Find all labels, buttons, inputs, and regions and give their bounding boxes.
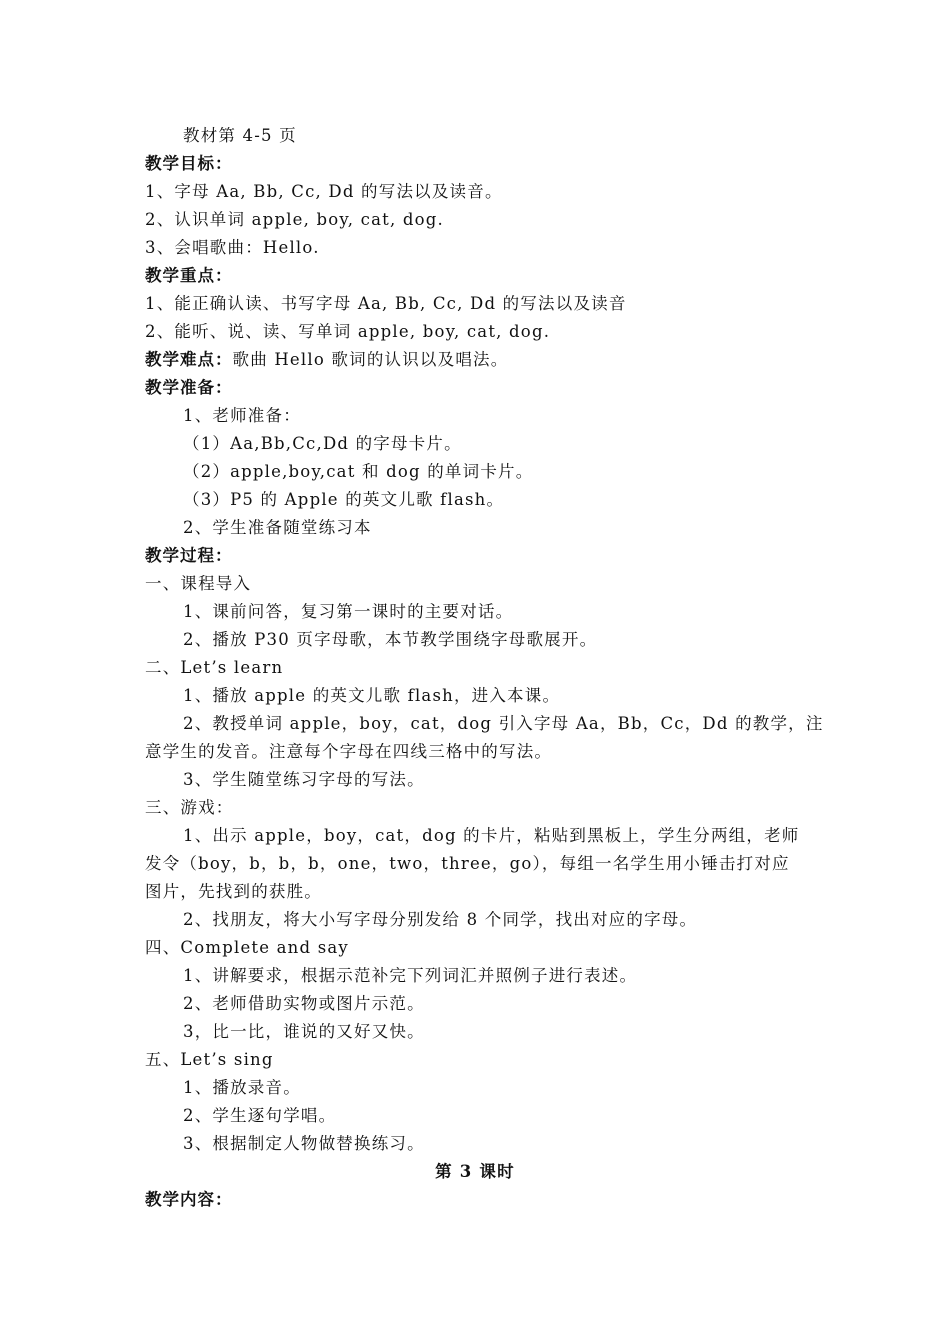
prep-item-2: （2）apple,boy,cat 和 dog 的单词卡片。 — [183, 462, 534, 481]
section-5-title: 五、Let’s sing — [145, 1050, 274, 1069]
prep-student: 2、学生准备随堂练习本 — [183, 518, 372, 537]
objective-2: 2、认识单词 apple, boy, cat, dog. — [145, 210, 444, 229]
heading-key-points: 教学重点： — [145, 266, 233, 285]
heading-content: 教学内容： — [145, 1190, 233, 1209]
section-2-step-1: 1、播放 apple 的英文儿歌 flash，进入本课。 — [183, 686, 561, 705]
difficulty-line — [145, 346, 810, 374]
section-3-step-1: 1、出示 apple，boy，cat，dog 的卡片，粘贴到黑板上，学生分两组，老师 — [183, 826, 800, 845]
prep-teacher: 1、老师准备： — [183, 406, 301, 425]
section-4-step-1: 1、讲解要求，根据示范补完下列词汇并照例子进行表述。 — [183, 966, 638, 985]
heading-process: 教学过程： — [145, 546, 233, 565]
section-4-title: 四、Complete and say — [145, 938, 349, 957]
key-point-1: 1、能正确认读、书写字母 Aa, Bb, Cc, Dd 的写法以及读音 — [145, 294, 627, 313]
key-point-2: 2、能听、说、读、写单词 apple, boy, cat, dog. — [145, 322, 551, 341]
section-5-step-1: 1、播放录音。 — [183, 1078, 301, 1097]
section-3-title: 三、游戏： — [145, 798, 234, 817]
lesson-3-title: 第 3 课时 — [435, 1162, 515, 1181]
section-4-step-3: 3，比一比，谁说的又好又快。 — [183, 1022, 425, 1041]
prep-item-1: （1）Aa,Bb,Cc,Dd 的字母卡片。 — [183, 434, 462, 453]
section-1-step-2: 2、播放 P30 页字母歌，本节教学围绕字母歌展开。 — [183, 630, 598, 649]
section-3-step-1-cont-2: 图片，先找到的获胜。 — [145, 882, 322, 901]
section-1-title: 一、课程导入 — [145, 574, 252, 593]
section-5-step-3: 3、根据制定人物做替换练习。 — [183, 1134, 425, 1153]
objective-3: 3、会唱歌曲：Hello. — [145, 238, 320, 257]
section-1-step-1: 1、课前问答，复习第一课时的主要对话。 — [183, 602, 514, 621]
section-4-step-2: 2、老师借助实物或图片示范。 — [183, 994, 425, 1013]
section-2-title: 二、Let’s learn — [145, 658, 284, 677]
section-2-step-2-cont: 意学生的发音。注意每个字母在四线三格中的写法。 — [145, 742, 553, 761]
difficulty-text: 歌曲 Hello 歌词的认识以及唱法。 — [232, 350, 509, 369]
section-2-step-3: 3、学生随堂练习字母的写法。 — [183, 770, 425, 789]
section-5-step-2: 2、学生逐句学唱。 — [183, 1106, 337, 1125]
heading-preparation: 教学准备： — [145, 378, 233, 397]
prep-item-3: （3）P5 的 Apple 的英文儿歌 flash。 — [183, 490, 505, 509]
section-3-step-2: 2、找朋友，将大小写字母分别发给 8 个同学，找出对应的字母。 — [183, 910, 698, 929]
section-2-step-2: 2、教授单词 apple，boy，cat，dog 引入字母 Aa，Bb，Cc，Dd 的教学，注 — [183, 714, 824, 733]
heading-difficulties: 教学难点： — [145, 350, 233, 369]
section-3-step-1-cont: 发令（boy，b，b，b，one，two，three，go），每组一名学生用小锤击打对应 — [145, 854, 790, 873]
heading-objectives: 教学目标： — [145, 154, 233, 173]
textbook-pages: 教材第 4-5 页 — [183, 126, 297, 145]
objective-1: 1、字母 Aa, Bb, Cc, Dd 的写法以及读音。 — [145, 182, 503, 201]
